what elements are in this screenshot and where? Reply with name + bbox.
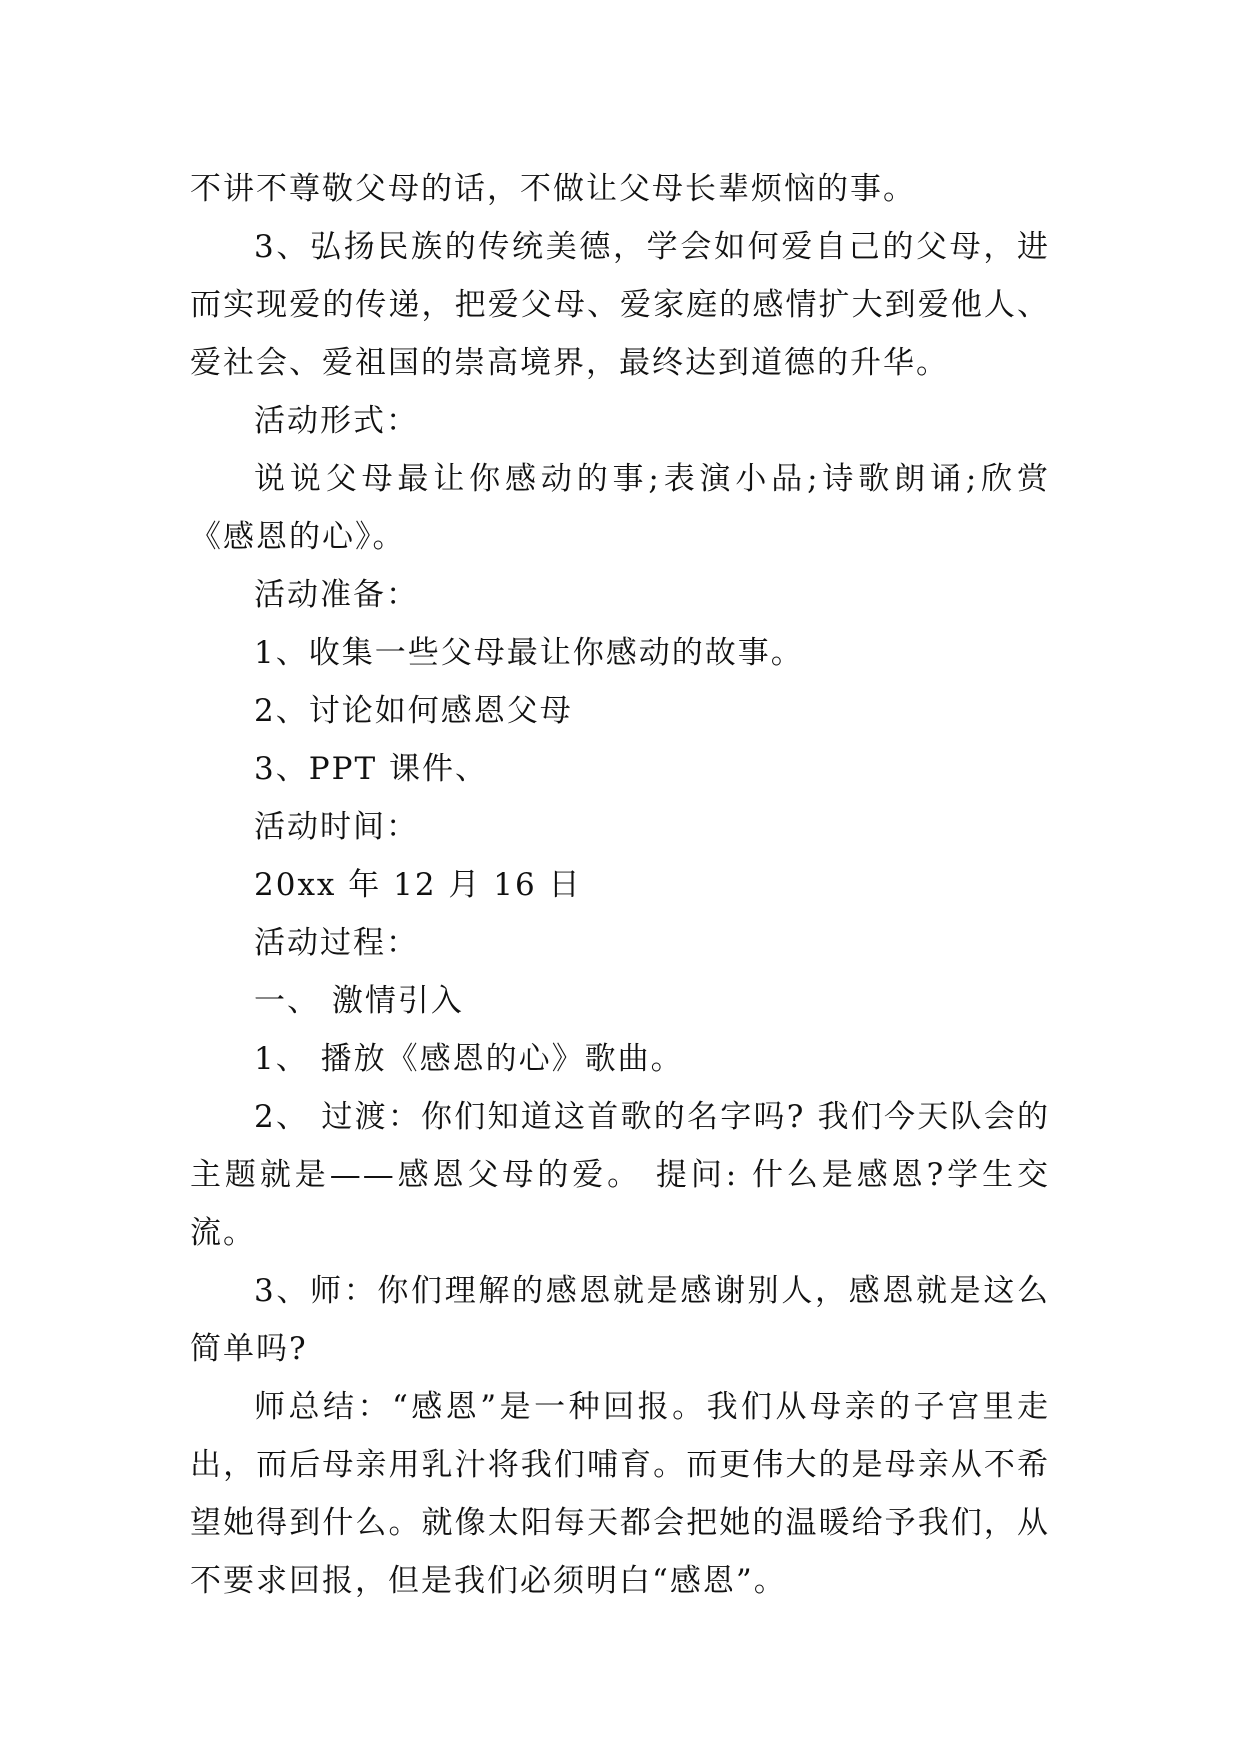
document-body	[190, 160, 1050, 1610]
preparation-item-1: 1、收集一些父母最让你感动的故事。	[254, 635, 804, 671]
heading-activity-preparation: 活动准备：	[254, 577, 419, 613]
preparation-item-2: 2、讨论如何感恩父母	[254, 693, 573, 729]
teacher-summary: 师总结：“感恩”是一种回报。我们从母亲的子宫里走出，而后母亲用乳汁将我们哺育。而更伟大的是母亲从不希望她得到什么。就像太阳每天都会把她的温暖给予我们，从不要求回报，但是我们必须明白“感恩”。	[190, 1389, 1050, 1599]
heading-activity-process: 活动过程：	[254, 925, 419, 961]
activity-date: 20xx 年 12 月 16 日	[254, 867, 582, 903]
paragraph-continuation: 不讲不尊敬父母的话，不做让父母长辈烦恼的事。	[190, 171, 916, 207]
process-step-2: 2、 过渡：你们知道这首歌的名字吗? 我们今天队会的主题就是——感恩父母的爱。 提问: 什么是感恩?学生交流。	[190, 1099, 1050, 1251]
paragraph-activity-form: 说说父母最让你感动的事;表演小品;诗歌朗诵;欣赏《感恩的心》。	[190, 461, 1050, 555]
paragraph-goal-3: 3、弘扬民族的传统美德，学会如何爱自己的父母，进而实现爱的传递，把爱父母、爱家庭的感情扩大到爱他人、爱社会、爱祖国的崇高境界，最终达到道德的升华。	[190, 229, 1050, 381]
process-step-1: 1、 播放《感恩的心》歌曲。	[254, 1041, 684, 1077]
heading-activity-time: 活动时间：	[254, 809, 419, 845]
preparation-item-3: 3、PPT 课件、	[254, 751, 488, 787]
heading-activity-form: 活动形式：	[254, 403, 419, 439]
process-section-1: 一、 激情引入	[254, 983, 464, 1019]
process-step-3: 3、师：你们理解的感恩就是感谢别人，感恩就是这么简单吗?	[190, 1273, 1050, 1367]
